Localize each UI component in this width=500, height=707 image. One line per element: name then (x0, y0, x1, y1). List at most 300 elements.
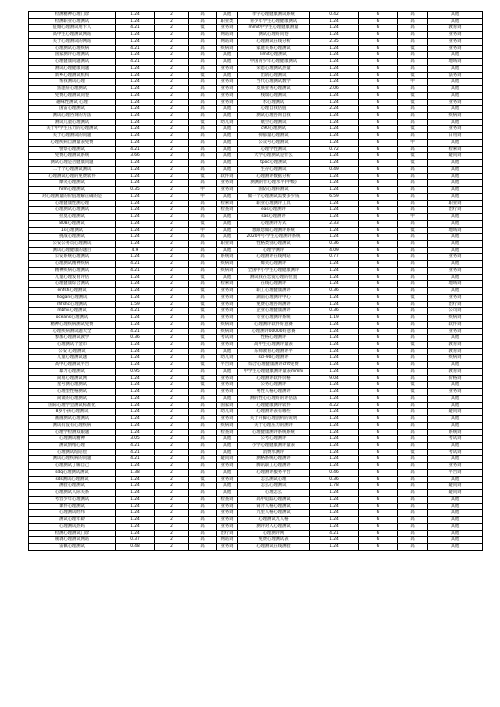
table-cell: 2 (155, 422, 189, 429)
table-row (29, 315, 483, 322)
table-cell: 1.24 (310, 409, 359, 416)
table-cell: 1.24 (310, 234, 359, 241)
table-cell: 其他 (217, 220, 238, 227)
table-cell: 幼儿词 (217, 119, 238, 126)
table-cell: 高 (189, 429, 217, 436)
table-cell: 1.24 (116, 395, 155, 402)
table-cell: 检查词 (217, 207, 238, 214)
table-cell: 6 (359, 530, 398, 537)
table-cell: 爆笑心理测试 (29, 180, 116, 187)
table-cell: 测试我在恋爱心理的位置 (238, 274, 310, 281)
table-cell: 2 (155, 12, 189, 19)
table-cell: 治疗词 (428, 207, 483, 214)
table-cell: 高 (398, 247, 428, 254)
table-cell: 低 (398, 92, 428, 99)
table-cell: 6 (359, 281, 398, 288)
table-cell: 心理测评方式 (238, 220, 310, 227)
table-cell: sdq心理测试测试 (29, 469, 116, 476)
table-cell: 1.24 (310, 544, 359, 551)
table-cell: 1.24 (310, 389, 359, 396)
table-cell: 高 (398, 355, 428, 362)
table-cell: 消费水测评 (238, 449, 310, 456)
table-cell: 中国青少年心理健康测试 (238, 59, 310, 66)
table-cell: 焦虑症心理测试 (29, 86, 116, 93)
table-cell: 其他 (428, 193, 483, 200)
table-cell: c90心理测试 (238, 126, 310, 133)
table-cell: 1.24 (310, 79, 359, 86)
table-cell: 高 (189, 146, 217, 153)
table-cell: 2 (155, 348, 189, 355)
table-cell: 3.66 (116, 153, 155, 160)
table-cell: 疑问词 (428, 153, 483, 160)
table-cell: 低 (398, 126, 428, 133)
table-cell: 1.24 (116, 52, 155, 59)
table-cell: 其他 (428, 234, 483, 241)
table-cell: 6 (359, 496, 398, 503)
table-cell: 简介人格心理测试 (238, 503, 310, 510)
table-cell: 检索词 (217, 200, 238, 207)
table-cell: 高 (189, 544, 217, 551)
table-cell: 高 (398, 368, 428, 375)
table-cell: 6 (359, 234, 398, 241)
table-cell: 6 (359, 166, 398, 173)
table-cell: 2 (155, 288, 189, 295)
table-cell: 4.21 (116, 267, 155, 274)
table-cell: 其他 (217, 214, 238, 221)
keyword-table (28, 11, 483, 551)
table-row (29, 443, 483, 450)
table-cell: 低 (398, 153, 428, 160)
table-row (29, 544, 483, 551)
table-cell: 6 (359, 395, 398, 402)
table-cell: 6 (359, 315, 398, 322)
table-cell: 1.24 (116, 389, 155, 396)
table-cell: 2 (155, 200, 189, 207)
table-cell: 6 (359, 187, 398, 194)
table-row (29, 409, 483, 416)
table-cell: 高 (398, 119, 428, 126)
table-cell: 2 (155, 362, 189, 369)
table-cell: 2 (155, 308, 189, 315)
table-cell: 业务词 (428, 328, 483, 335)
table-cell: 2 (155, 193, 189, 200)
table-cell: 2 (155, 173, 189, 180)
table-cell: 业务词 (428, 99, 483, 106)
table-cell: 公务心理测评 (238, 382, 310, 389)
table-cell: 其他 (217, 483, 238, 490)
table-cell: 1.24 (116, 294, 155, 301)
table-cell: 高 (189, 416, 217, 423)
table-cell: 2.33 (310, 220, 359, 227)
table-cell: 公众号心理测试 (238, 139, 310, 146)
table-cell: 业务词 (217, 25, 238, 32)
table-cell: 高 (189, 59, 217, 66)
table-cell: 2 (155, 483, 189, 490)
table-row (29, 261, 483, 268)
table-cell: 考试词 (217, 335, 238, 342)
table-cell: 免费心理咨询测评 (238, 301, 310, 308)
table-cell: 其他 (217, 368, 238, 375)
table-cell: 6 (359, 173, 398, 180)
table-row (29, 72, 483, 79)
table-cell: 高 (398, 25, 428, 32)
table-cell: 高 (189, 409, 217, 416)
table-cell: 6 (359, 463, 398, 470)
table-cell: 日用词 (428, 133, 483, 140)
table-cell: 幼儿词 (217, 409, 238, 416)
table-cell: 低 (189, 308, 217, 315)
table-cell: 1.24 (310, 294, 359, 301)
table-cell: 公安系统心理测试 (29, 254, 116, 261)
table-cell: 其他 (428, 187, 483, 194)
table-cell: 其他 (428, 503, 483, 510)
table-cell: 1.24 (310, 153, 359, 160)
table-cell: 高 (189, 422, 217, 429)
table-cell: 6 (359, 510, 398, 517)
table-cell: 星号测心理测试 (29, 382, 116, 389)
table-cell: 6 (359, 86, 398, 93)
table-cell: 1.24 (310, 490, 359, 497)
table-cell: 测试情绪心理 (29, 443, 116, 450)
table-cell: 1.24 (116, 38, 155, 45)
table-cell: 1.24 (310, 207, 359, 214)
table-cell: 2 (155, 207, 189, 214)
table-cell: 考试词 (428, 436, 483, 443)
table-cell: 1.24 (310, 328, 359, 335)
table-row (29, 416, 483, 423)
table-cell: 心理健康测评软件 (238, 402, 310, 409)
table-cell: 6 (359, 436, 398, 443)
table-cell: 高 (189, 92, 217, 99)
table-cell: 6 (359, 160, 398, 167)
table-cell: 低 (398, 99, 428, 106)
table-cell: 高 (398, 146, 428, 153)
table-cell: 低 (398, 45, 428, 52)
table-cell: 1.24 (116, 416, 155, 423)
table-cell: 6 (359, 247, 398, 254)
table-cell: 业务词 (217, 341, 238, 348)
table-cell: 6 (359, 416, 398, 423)
table-cell: 2 (155, 449, 189, 456)
table-cell: 1.24 (116, 288, 155, 295)
table-cell: 业务词 (217, 375, 238, 382)
table-cell: 职业类 (217, 18, 238, 25)
table-cell: rhfshc心理测试 (29, 301, 116, 308)
table-cell: 业务词 (217, 382, 238, 389)
table-cell: 4.21 (116, 449, 155, 456)
table-cell: 1.24 (116, 12, 155, 19)
table-cell: 4.09 (310, 247, 359, 254)
table-row (29, 25, 483, 32)
table-cell: 1.24 (116, 32, 155, 39)
table-cell: 0.37 (116, 537, 155, 544)
table-cell: 低 (189, 25, 217, 32)
table-cell: 高 (189, 79, 217, 86)
table-cell: 高 (189, 18, 217, 25)
table-row (29, 288, 483, 295)
table-cell: 其他 (217, 126, 238, 133)
table-row (29, 517, 483, 524)
table-row (29, 79, 483, 86)
table-cell: 疑问词 (428, 483, 483, 490)
table-cell: 心理测评数据分析 (238, 173, 310, 180)
table-cell: 4.21 (116, 328, 155, 335)
table-cell: 新乡心理测试机构 (29, 72, 116, 79)
table-cell: 高 (398, 517, 428, 524)
table-cell: 其他 (428, 517, 483, 524)
table-row (29, 38, 483, 45)
table-cell: 低 (398, 294, 428, 301)
table-cell: 6 (359, 402, 398, 409)
table-cell: 高 (398, 469, 428, 476)
keyword-table-body (29, 12, 483, 551)
table-cell: 高 (189, 86, 217, 93)
table-row (29, 523, 483, 530)
table-cell: 业务词 (217, 294, 238, 301)
table-cell: 业务词 (217, 476, 238, 483)
table-cell: 1.24 (310, 187, 359, 194)
table-cell: 6 (359, 476, 398, 483)
table-cell: 低 (189, 220, 217, 227)
table-cell: 教育词 (428, 25, 483, 32)
table-cell: 其他 (428, 523, 483, 530)
table-row (29, 106, 483, 113)
table-cell: 6 (359, 180, 398, 187)
table-cell: 高 (398, 375, 428, 382)
table-cell: 6 (359, 261, 398, 268)
table-cell: 1.24 (310, 463, 359, 470)
table-cell: 公安 心理测试 (29, 348, 116, 355)
table-cell: 高 (189, 510, 217, 517)
table-cell: 6 (359, 537, 398, 544)
table-cell: 测验心理测试 (29, 483, 116, 490)
table-cell: 其他 (428, 52, 483, 59)
table-cell: 0.49 (310, 166, 359, 173)
table-cell: 教育词 (428, 348, 483, 355)
table-cell: 心理测评00000好意赛 (238, 328, 310, 335)
table-cell: 心理健康性测心理 (29, 200, 116, 207)
table-cell: 其他 (428, 214, 483, 221)
table-cell: 1.24 (116, 220, 155, 227)
table-cell: 2 (155, 234, 189, 241)
table-cell: 2 (155, 119, 189, 126)
table-cell: 高 (398, 180, 428, 187)
table-cell: 6 (359, 341, 398, 348)
table-cell: 疑问词 (428, 490, 483, 497)
table-cell: 业务词 (217, 315, 238, 322)
table-cell: 精神疾病心理测试 (29, 267, 116, 274)
table-cell: 大学心理测试是什么 (238, 153, 310, 160)
table-cell: 4.21 (310, 530, 359, 537)
table-row (29, 113, 483, 120)
table-cell: 其他 (428, 510, 483, 517)
table-cell: 6 (359, 254, 398, 261)
table-cell: hogan心理测试 (29, 294, 116, 301)
table-cell: 其他 (428, 443, 483, 450)
table-cell: 高 (398, 106, 428, 113)
table-cell: 高 (398, 463, 428, 470)
table-row (29, 362, 483, 369)
table-cell: 其他 (428, 261, 483, 268)
table-cell: 1.24 (116, 315, 155, 322)
table-row (29, 227, 483, 234)
table-cell: 心理测试心理测试 (29, 207, 116, 214)
table-cell: 水心理测试 (238, 99, 310, 106)
table-cell: 6 (359, 193, 398, 200)
table-cell: 6 (359, 469, 398, 476)
table-cell: 高中心理测试平台 (29, 362, 116, 369)
table-cell: 业务词 (217, 503, 238, 510)
table-row (29, 483, 483, 490)
table-cell: 剔剥心理测试网站 (29, 537, 116, 544)
table-cell: 2 (155, 180, 189, 187)
table-cell: 2 (155, 79, 189, 86)
table-cell: 高 (189, 153, 217, 160)
table-cell: 高 (189, 402, 217, 409)
table-cell: 2 (155, 25, 189, 32)
table-cell: 免费心理测试问卷 (29, 92, 116, 99)
table-cell: 2 (155, 402, 189, 409)
table-cell: 2 (155, 160, 189, 167)
table-row (29, 139, 483, 146)
table-cell: 2 (155, 443, 189, 450)
table-cell: 高 (398, 32, 428, 39)
table-cell: 6 (359, 220, 398, 227)
table-cell: 检查词 (217, 496, 238, 503)
table-cell: 1.24 (116, 503, 155, 510)
table-cell: 1.24 (310, 160, 359, 167)
table-cell: sds测试心理测试 (29, 476, 116, 483)
table-cell: 测试心理健康的题目 (29, 247, 116, 254)
table-row (29, 490, 483, 497)
table-row (29, 355, 483, 362)
table-cell: 心理测评表有哪些 (238, 409, 310, 416)
table-cell: 高 (189, 537, 217, 544)
table-cell: 其他 (428, 382, 483, 389)
table-cell: 心理测试经纬 (29, 510, 116, 517)
table-cell: 2 (155, 456, 189, 463)
table-cell: 2 (155, 126, 189, 133)
table-cell: 疾病词 (217, 422, 238, 429)
table-cell: 疾病词 (217, 321, 238, 328)
keyword-table-sheet (28, 11, 482, 551)
table-cell: 高 (189, 267, 217, 274)
table-cell: 1.24 (310, 92, 359, 99)
table-cell: 其他 (217, 469, 238, 476)
table-cell: 1.24 (310, 52, 359, 59)
table-cell: 综合心理健康测评cfrt免费 (238, 362, 310, 369)
table-cell: 6 (359, 544, 398, 551)
table-cell: 青少年学生心理健康测试 (238, 18, 310, 25)
table-cell: 其他 (428, 119, 483, 126)
table-cell: 心理测评软件好意赛 (238, 321, 310, 328)
table-cell: 2 (155, 65, 189, 72)
table-row (29, 281, 483, 288)
table-cell: 6 (359, 517, 398, 524)
table-row (29, 12, 483, 19)
table-row (29, 166, 483, 173)
table-cell: 1.24 (116, 429, 155, 436)
table-cell: 低 (189, 382, 217, 389)
table-cell: 2 (155, 321, 189, 328)
table-cell: 其他 (428, 476, 483, 483)
table-cell: 高 (189, 240, 217, 247)
table-cell: 检索词 (428, 146, 483, 153)
table-cell: 0.46 (310, 469, 359, 476)
table-cell: 6 (359, 99, 398, 106)
table-cell: 其他 (217, 348, 238, 355)
table-cell: 1.24 (116, 207, 155, 214)
table-cell: 其他 (428, 537, 483, 544)
table-cell: 其他 (428, 12, 483, 19)
table-cell: 其他 (428, 402, 483, 409)
table-cell: 2 (155, 469, 189, 476)
table-cell: 中学生心理健康测评量表mmhi (238, 368, 310, 375)
table-cell: 生存心理测试 (238, 166, 310, 173)
table-cell: 法务词 (428, 72, 483, 79)
table-cell: 1.24 (310, 65, 359, 72)
table-cell: 高 (189, 517, 217, 524)
table-cell: 高 (398, 288, 428, 295)
table-cell: 测评对人心理测试 (238, 523, 310, 530)
table-cell: 1.24 (116, 483, 155, 490)
table-cell: 心理健康问题测试 (29, 59, 116, 66)
table-cell: 1s心理测试 (29, 227, 116, 234)
table-cell: 0.72 (310, 146, 359, 153)
table-cell: 疾病词 (217, 328, 238, 335)
table-cell: 高 (398, 429, 428, 436)
table-cell: 6 (359, 294, 398, 301)
table-cell: 6 (359, 389, 398, 396)
table-cell: 测试心理咨询自我 (238, 113, 310, 120)
table-cell: 高 (189, 133, 217, 140)
table-cell: 其他 (217, 436, 238, 443)
table-cell: 0.36 (116, 335, 155, 342)
table-cell: 6 (359, 12, 398, 19)
table-cell: 高 (189, 139, 217, 146)
table-cell: 高 (189, 234, 217, 241)
table-cell: 心理测试精神 (29, 436, 116, 443)
table-cell: 6 (359, 65, 398, 72)
table-cell: 国雷心理测试 (29, 106, 116, 113)
table-cell: 1.24 (116, 274, 155, 281)
table-cell: 中 (189, 187, 217, 194)
table-cell: 业务词 (217, 301, 238, 308)
table-cell: 2 (155, 335, 189, 342)
table-cell: 专业心理测评系统 (238, 315, 310, 322)
table-cell: 测试心理健康问题 (29, 65, 116, 72)
table-cell: 地域词 (428, 281, 483, 288)
table-cell: 1.24 (310, 200, 359, 207)
table-cell: 2 (155, 503, 189, 510)
table-cell: 1.24 (310, 416, 359, 423)
table-cell: 业务词 (217, 544, 238, 551)
table-cell: 1.24 (116, 119, 155, 126)
table-cell: 业务词 (217, 99, 238, 106)
table-cell: 关于开脚心理剖析的说明 (238, 416, 310, 423)
table-cell: 0.77 (310, 254, 359, 261)
table-cell: 2 (155, 517, 189, 524)
table-cell: 1.24 (310, 214, 359, 221)
table-cell: 高 (398, 133, 428, 140)
table-cell: 高 (189, 469, 217, 476)
table-cell: 其他 (217, 449, 238, 456)
table-cell: mmit中学生心理健康测量 (238, 25, 310, 32)
table-cell: 心理疾病测试题大全 (29, 328, 116, 335)
table-cell: 808心理测试 (29, 220, 116, 227)
table-cell: 高 (398, 335, 428, 342)
table-cell: 9.04 (310, 375, 359, 382)
